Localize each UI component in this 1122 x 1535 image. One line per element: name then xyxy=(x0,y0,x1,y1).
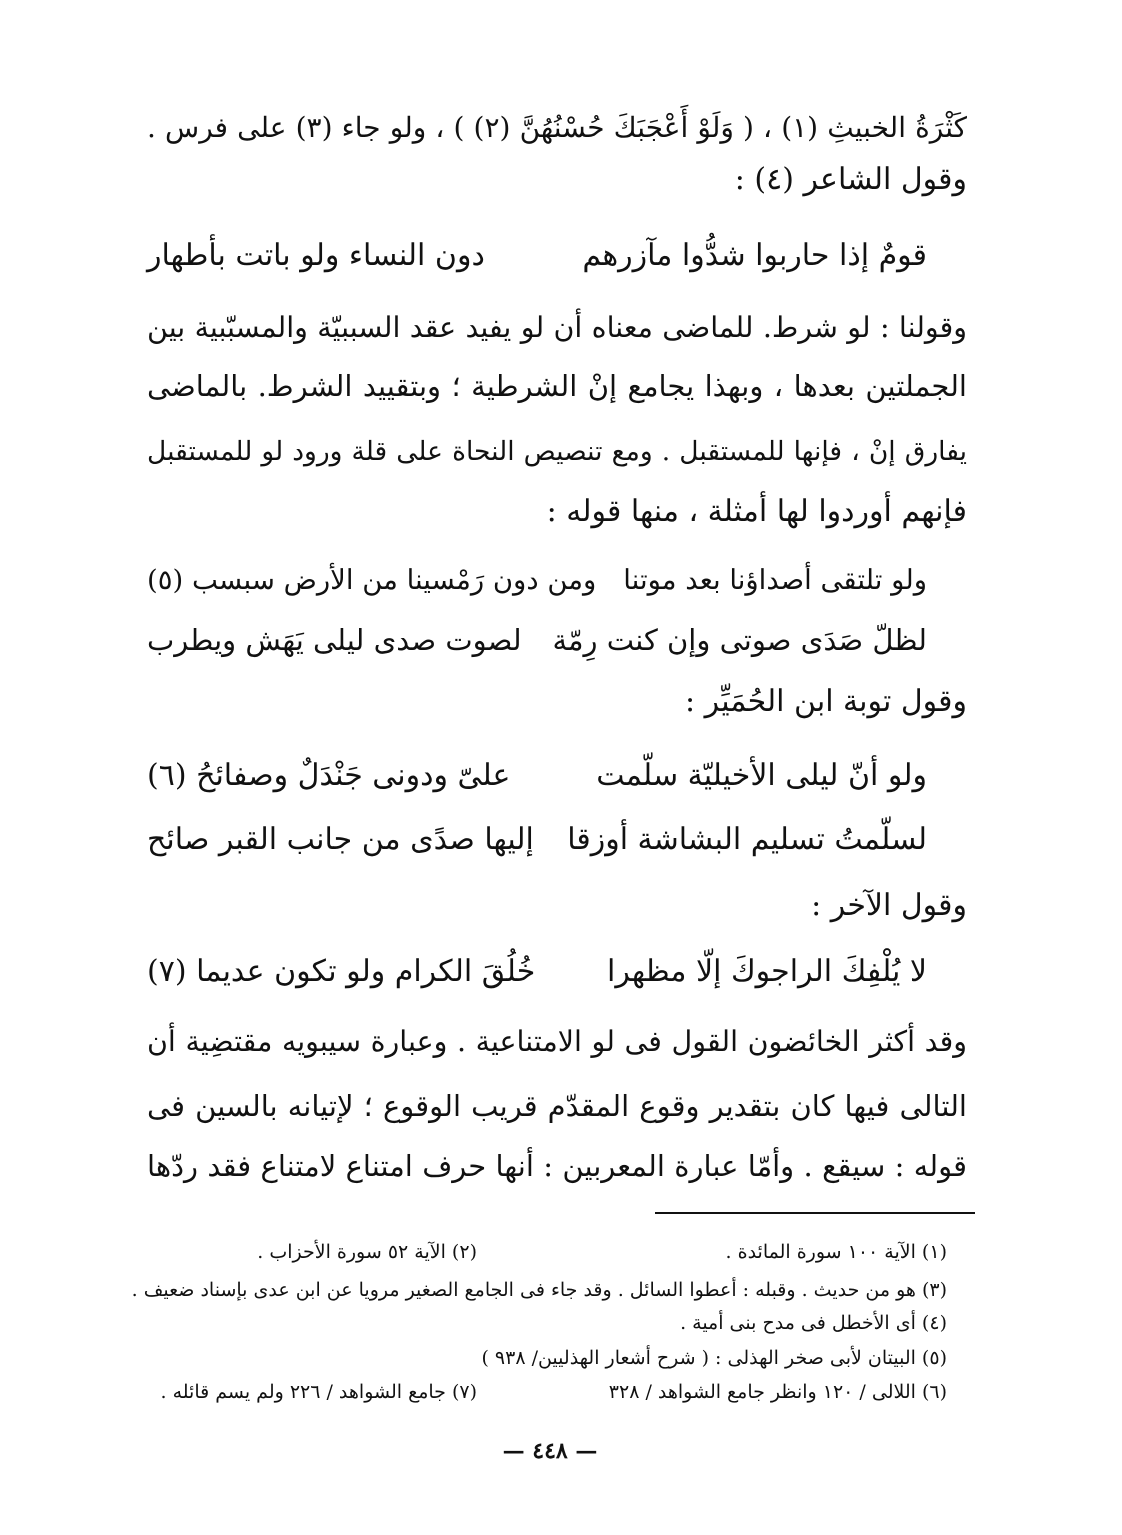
verse-3-second-hemistich: لصوت صدى ليلى يَهَش ويطرب xyxy=(147,623,522,657)
body-line-2: وقول الشاعر (٤) : xyxy=(734,162,967,197)
verse-1-first-hemistich: قومٌ إذا حاربوا شدُّوا مآزرهم xyxy=(582,238,927,273)
para2-line-3: قوله : سيقع . وأمّا عبارة المعربين : أنها حرف امتناع لامتناع فقد ردّها xyxy=(147,1149,967,1183)
para1-line-2: الجملتين بعدها ، وبهذا يجامع إنْ الشرطية ؛ وبتقييد الشرط. بالماضى xyxy=(147,369,967,403)
footnote-7: (٧) جامع الشواهد / ٢٢٦ ولم يسم قائله . xyxy=(160,1381,477,1403)
footnote-3: (٣) هو من حديث . وقبله : أعطوا السائل . وقد جاء فى الجامع الصغير مرويا عن ابن عدى بإسناد ضعيف . xyxy=(131,1279,947,1301)
para1-line-1: وقولنا : لو شرط. للماضى معناه أن لو يفيد عقد السببيّة والمسبّبية بين xyxy=(147,311,967,344)
verse-6-first-hemistich: لا يُلْفِكَ الراجوكَ إلّا مظهرا xyxy=(607,954,927,989)
verse-6-second-hemistich: خُلُقَ الكرام ولو تكون عديما (٧) xyxy=(147,954,536,989)
verse-6 xyxy=(147,950,967,994)
footnote-1: (١) الآية ١٠٠ سورة المائدة . xyxy=(725,1241,947,1263)
footnote-5: (٥) البيتان لأبى صخر الهذلى : ( شرح أشعار الهذليين/ ٩٣٨ ) xyxy=(481,1347,947,1369)
verse-5-second-hemistich: إليها صدًى من جانب القبر صائح xyxy=(147,822,534,857)
para1-line-4: فإنهم أوردوا لها أمثلة ، منها قوله : xyxy=(546,494,967,529)
intro-other: وقول الآخر : xyxy=(811,888,967,923)
verse-4-second-hemistich: علىّ ودونى جَنْدَلٌ وصفائحُ (٦) xyxy=(147,758,511,793)
verse-4-first-hemistich: ولو أنّ ليلى الأخيليّة سلّمت xyxy=(596,758,927,793)
body-line-1: كَثْرَةُ الخبيثِ (١) ، ( وَلَوْ أَعْجَبَكَ حُسْنُهُنَّ (٢) ) ، ولو جاء (٣) على فرس . xyxy=(147,111,968,144)
para2-line-1: وقد أكثر الخائضون القول فى لو الامتناعية . وعبارة سيبويه مقتضِية أن xyxy=(147,1025,967,1058)
verse-1 xyxy=(147,234,967,278)
verse-2-second-hemistich: ومن دون رَمْسينا من الأرض سبسب (٥) xyxy=(147,564,597,596)
footnotes-1-2 xyxy=(127,1238,947,1266)
verse-2 xyxy=(147,558,967,602)
footnote-6: (٦) اللالى / ١٢٠ وانظر جامع الشواهد / ٣٢٨ xyxy=(608,1381,947,1403)
verse-3-first-hemistich: لظلّ صَدَى صوتى وإن كنت رِمّة xyxy=(552,623,927,657)
verse-5 xyxy=(147,818,967,862)
para1-line-3: يفارق إنْ ، فإنها للمستقبل . ومع تنصيص النحاة على قلة ورود لو للمستقبل xyxy=(147,436,967,467)
page-number: — ٤٤٨ — xyxy=(502,1438,598,1464)
verse-5-first-hemistich: لسلّمتُ تسليم البشاشة أوزقا xyxy=(567,822,927,857)
footnote-2: (٢) الآية ٥٢ سورة الأحزاب . xyxy=(257,1241,477,1263)
verse-2-first-hemistich: ولو تلتقى أصداؤنا بعد موتنا xyxy=(623,564,927,596)
verse-3 xyxy=(147,618,967,662)
footnote-separator xyxy=(655,1212,975,1214)
footnote-4: (٤) أى الأخطل فى مدح بنى أمية . xyxy=(680,1312,947,1334)
footnotes-6-7 xyxy=(127,1378,947,1406)
intro-tawba: وقول توبة ابن الحُمَيِّر : xyxy=(685,684,967,719)
para2-line-2: التالى فيها كان بتقدير وقوع المقدّم قريب الوقوع ؛ لإتيانه بالسين فى xyxy=(147,1089,967,1123)
verse-4 xyxy=(147,754,967,798)
verse-1-second-hemistich: دون النساء ولو باتت بأطهار xyxy=(147,238,485,273)
